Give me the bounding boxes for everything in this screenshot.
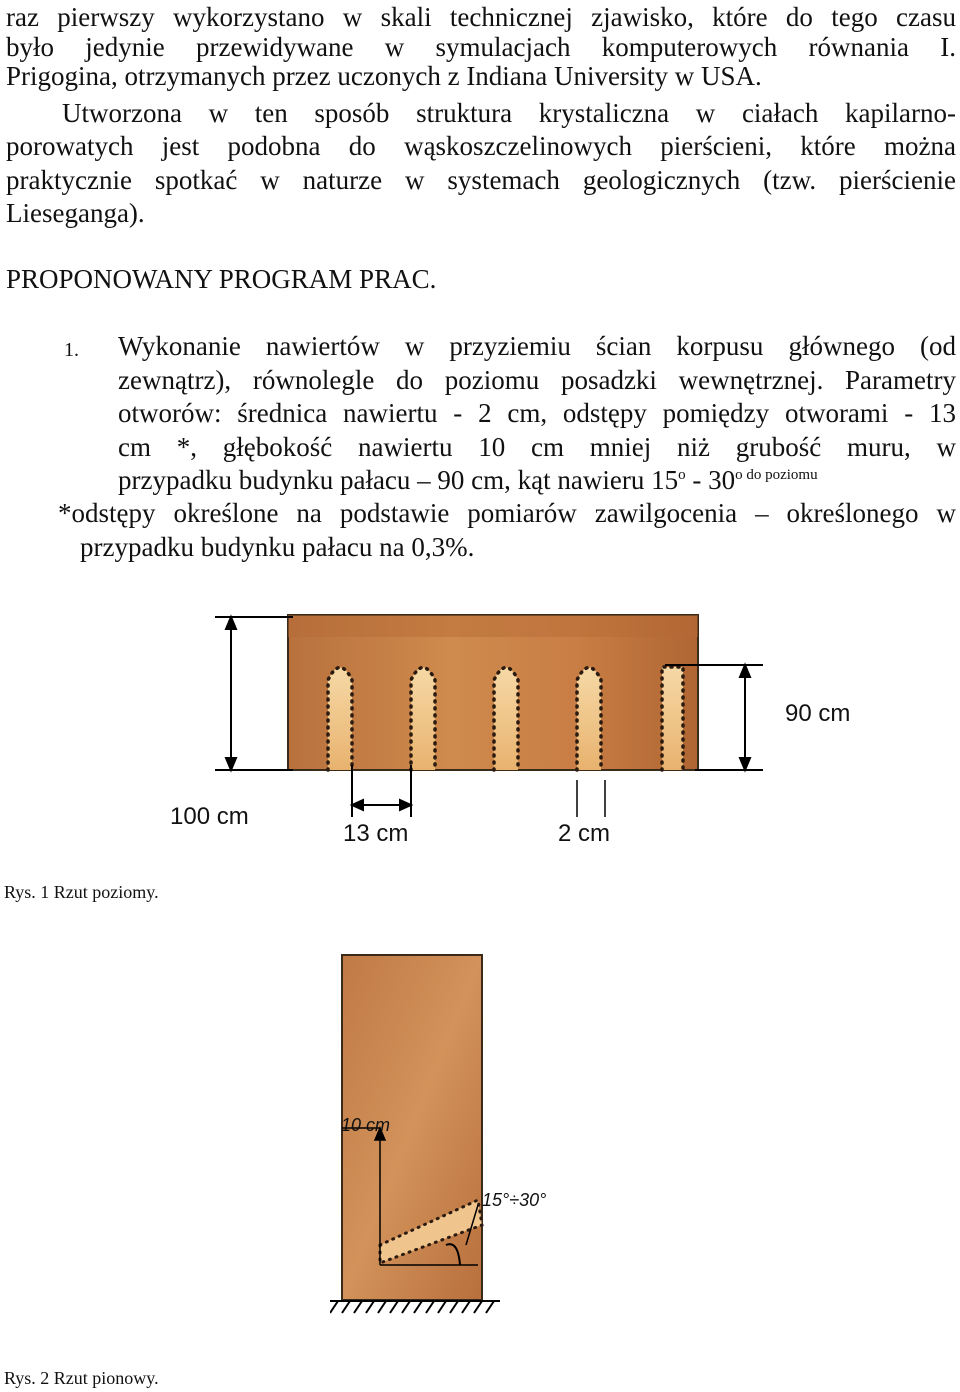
hole-3 [494, 668, 518, 771]
hole-2 [411, 668, 435, 771]
paragraph2-line-1: Utworzona w ten sposób struktura krystaliczna w ciałach kapilarno- [62, 98, 956, 128]
label-2cm: 2 cm [558, 820, 611, 847]
item1-line-3: otworów: średnica nawiertu - 2 cm, odstępy pomiędzy otworami - 13 [118, 398, 956, 428]
item1-line-5 [118, 463, 956, 497]
item1-number-wrap [64, 330, 114, 367]
label-90cm: 90 cm [785, 700, 851, 727]
tail-superscript: o do poziomu [735, 467, 818, 483]
figure1-plan-view [165, 595, 885, 865]
label-100cm: 100 cm [170, 803, 249, 830]
range-dash: - 30 [685, 465, 736, 495]
figure2-ground-hatch [330, 1301, 500, 1313]
figure1-caption: Rys. 1 Rzut poziomy. [4, 882, 159, 902]
figure2-caption: Rys. 2 Rzut pionowy. [4, 1368, 159, 1388]
item1-line-4: cm *, głębokość nawiertu 10 cm mniej niż grubość muru, w [118, 432, 956, 462]
degree-mark: o [678, 467, 686, 483]
paragraph2-line-4: Lieseganga). [6, 198, 145, 228]
dim-13cm [352, 765, 411, 817]
item1-line-5-text: przypadku budynku pałacu – 90 cm, kąt nawieru 15 [118, 465, 679, 495]
label-angle: 15°÷30° [482, 1190, 547, 1210]
label-10cm: 10 cm [341, 1115, 391, 1135]
label-13cm: 13 cm [343, 820, 409, 847]
paragraph2-line-3: praktycznie spotkać w naturze w systemach geologicznych (tzw. pierścienie [6, 165, 956, 195]
item1-line-1: Wykonanie nawiertów w przyziemiu ścian korpusu głównego (od [118, 331, 956, 361]
dim-2cm [577, 780, 605, 817]
hole-1 [328, 668, 352, 771]
item1-line-2: zewnątrz), równolegle do poziomu posadzki wewnętrznej. Parametry [118, 365, 956, 395]
section-heading: PROPONOWANY PROGRAM PRAC. [6, 264, 437, 294]
paragraph1-line-2: było jedynie przewidywane w symulacjach komputerowych równania I. [6, 32, 956, 62]
dim-100cm [215, 617, 293, 770]
paragraph2-line-2: porowatych jest podobna do wąskoszczelinowych pierścieni, które można [6, 131, 956, 161]
hole-5 [662, 667, 683, 770]
item1-number: 1. [64, 339, 79, 361]
paragraph1-line-3: Prigogina, otrzymanych przez uczonych z Indiana University w USA. [6, 61, 762, 91]
footnote-line-2: przypadku budynku pałacu na 0,3%. [80, 532, 475, 562]
paragraph1-line-1: raz pierwszy wykorzystano w skali technicznej zjawisko, które do tego czasu [6, 2, 956, 32]
footnote-line-1: *odstępy określone na podstawie pomiarów zawilgocenia – określonego w [58, 498, 956, 528]
hole-4 [577, 668, 601, 771]
